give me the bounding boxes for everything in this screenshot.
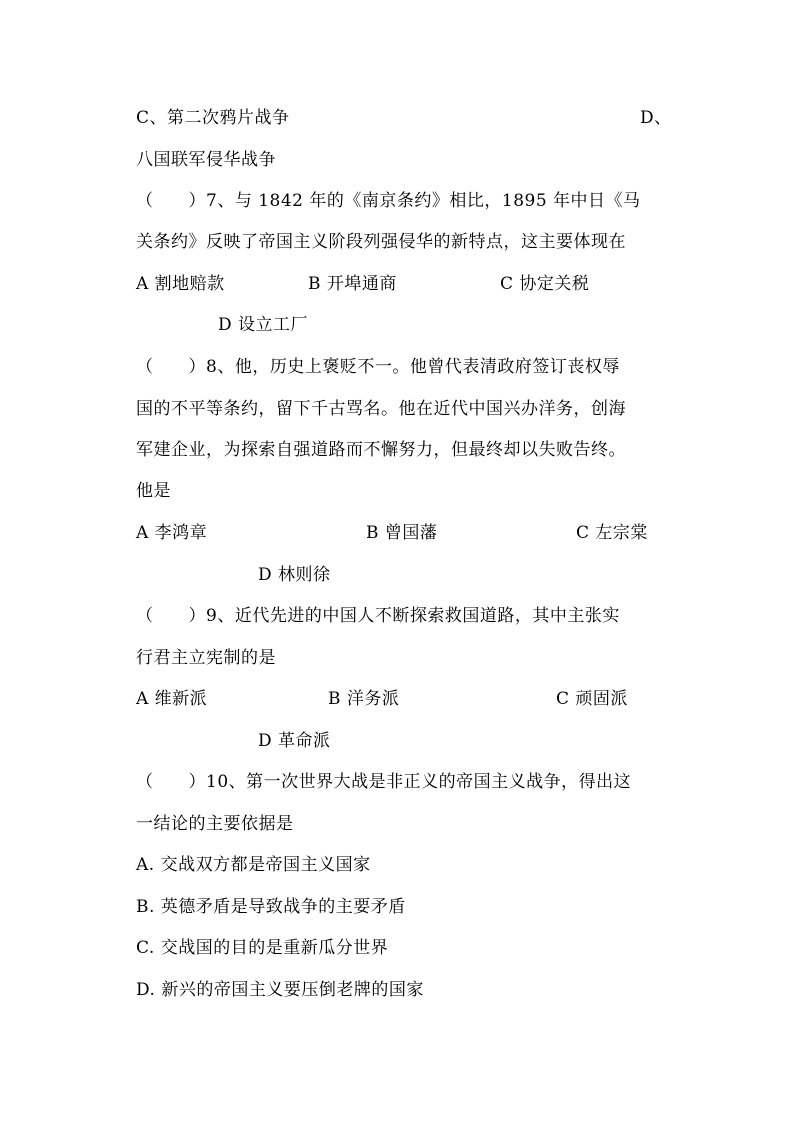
q8-option-b: B 曾国藩 — [366, 523, 438, 543]
q10-option-a: A. 交战双方都是帝国主义国家 — [136, 855, 371, 875]
q8-option-c: C 左宗棠 — [576, 523, 648, 543]
q9-option-a: A 维新派 — [136, 689, 208, 709]
q7-option-d: D 设立工厂 — [218, 315, 309, 335]
q7-stem-line1: （ ）7、与 1842 年的《南京条约》相比，1895 年中日《马 — [136, 191, 641, 211]
q8-stem-line4: 他是 — [136, 481, 171, 501]
q7-option-b: B 开埠通商 — [308, 274, 397, 294]
q9-option-c: C 顽固派 — [556, 689, 628, 709]
q9-option-b: B 洋务派 — [328, 689, 400, 709]
q8-option-a: A 李鸿章 — [136, 523, 208, 543]
q6-option-d-text: 八国联军侵华战争 — [136, 150, 276, 170]
q10-stem-line2: 一结论的主要依据是 — [136, 814, 294, 834]
q10-option-c: C. 交战国的目的是重新瓜分世界 — [136, 938, 389, 958]
q8-stem-line1: （ ）8、他，历史上褒贬不一。他曾代表清政府签订丧权辱 — [136, 357, 620, 377]
q8-option-d: D 林则徐 — [258, 565, 331, 585]
q10-stem-line1: （ ）10、第一次世界大战是非正义的帝国主义战争，得出这 — [136, 772, 632, 792]
q7-option-a: A 割地赔款 — [136, 274, 225, 294]
q7-stem-line2: 关条约》反映了帝国主义阶段列强侵华的新特点，这主要体现在 — [136, 232, 626, 252]
q6-option-d-label: D、 — [640, 108, 672, 128]
q8-stem-line2: 国的不平等条约，留下千古骂名。他在近代中国兴办洋务，创海 — [136, 399, 626, 419]
q9-stem-line1: （ ）9、近代先进的中国人不断探索救国道路，其中主张实 — [136, 606, 620, 626]
q6-option-c: C、第二次鸦片战争 — [136, 108, 290, 128]
q9-option-d: D 革命派 — [258, 731, 331, 751]
q8-stem-line3: 军建企业，为探索自强道路而不懈努力，但最终却以失败告终。 — [136, 440, 626, 460]
q7-option-c: C 协定关税 — [500, 274, 590, 294]
q10-option-d: D. 新兴的帝国主义要压倒老牌的国家 — [136, 980, 424, 1000]
q9-stem-line2: 行君主立宪制的是 — [136, 648, 276, 668]
q10-option-b: B. 英德矛盾是导致战争的主要矛盾 — [136, 897, 406, 917]
